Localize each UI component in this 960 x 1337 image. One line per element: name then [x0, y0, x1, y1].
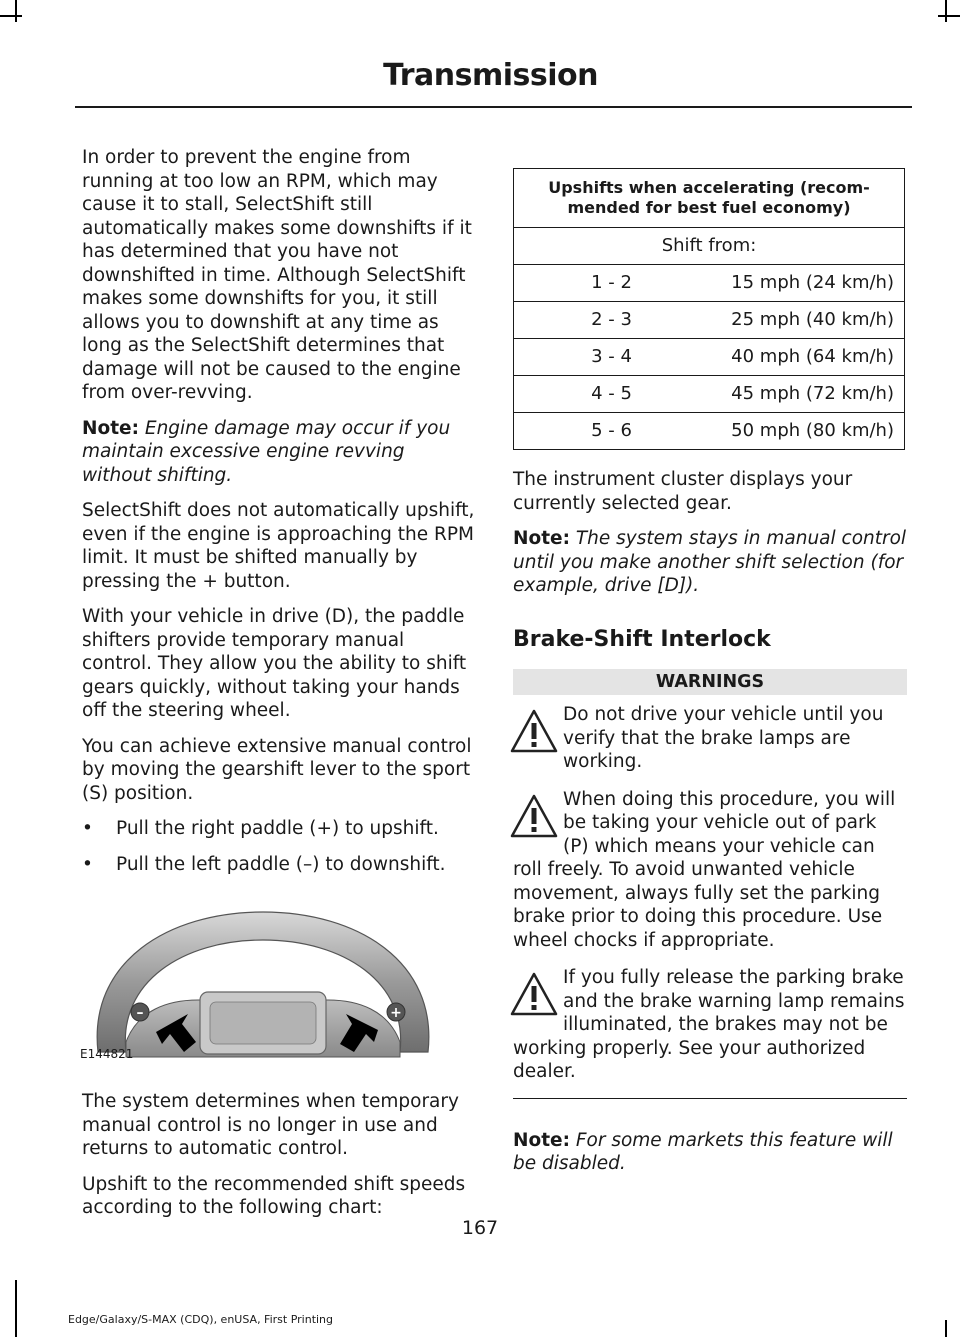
note [513, 527, 907, 598]
list-item-text: Pull the left paddle (–) to downshift. [116, 853, 446, 875]
paragraph: The instrument cluster displays your currently selected gear. [513, 469, 853, 514]
paragraph: You can achieve extensive manual control by moving the gearshift lever to the sport (S) position. [82, 735, 472, 804]
page-number: 167 [461, 1217, 499, 1239]
note [513, 1129, 907, 1176]
paragraph: SelectShift does not automatically upshift, even if the engine is approaching the RPM limit. It must be shifted manually by pressing the + button. [82, 500, 475, 592]
table-row [514, 265, 905, 302]
shift-from: 1 - 2 [514, 265, 710, 302]
minus-symbol: – [136, 1005, 144, 1021]
bullet-mark: • [82, 853, 93, 875]
crop-mark [15, 0, 17, 22]
crop-mark [938, 15, 960, 17]
page-title: Transmission [383, 58, 598, 93]
table-title: Upshifts when accelerating (recom-mended for best fuel economy) [514, 169, 905, 228]
note-label: Note: [513, 1129, 570, 1151]
shift-speed: 15 mph (24 km/h) [709, 265, 905, 302]
list-item-text: Pull the right paddle (+) to upshift. [116, 818, 439, 839]
shift-speed: 50 mph (80 km/h) [709, 413, 905, 450]
warning-item [513, 788, 907, 953]
shift-speed: 40 mph (64 km/h) [709, 339, 905, 376]
table-row [514, 376, 905, 413]
warning-triangle-icon [509, 970, 559, 1020]
crop-mark [15, 1280, 17, 1337]
note-text: The system stays in manual control until you make another shift selection (for example, drive [D]). [513, 528, 907, 596]
warning-triangle-icon [509, 707, 559, 757]
warning-triangle-icon [509, 792, 559, 842]
list-item [82, 817, 477, 841]
note-label: Note: [82, 417, 139, 439]
figure-code: E144821 [80, 1046, 134, 1061]
plus-symbol: + [390, 1005, 402, 1021]
steering-wheel-figure [78, 892, 448, 1072]
shift-from: 4 - 5 [514, 376, 710, 413]
bullet-list [82, 817, 477, 876]
note-text: Engine damage may occur if you maintain excessive engine revving without shifting. [82, 417, 451, 486]
shift-from: 2 - 3 [514, 302, 710, 339]
left-column [82, 146, 477, 1232]
table-row [514, 413, 905, 450]
warning-text: Do not drive your vehicle until you verify that the brake lamps are working. [563, 704, 884, 772]
note [82, 417, 477, 488]
list-item [82, 853, 477, 877]
shift-speed: 25 mph (40 km/h) [709, 302, 905, 339]
paragraph: In order to prevent the engine from running at too low an RPM, which may cause it to stall, SelectShift still automatically makes some downshifts if it has determined that you have not downshifted in time. Although SelectShift makes some downshifts for you, it still allows you to downshift at any time as long as the SelectShift determines that damage will not be caused to the engine from over-revving. [82, 147, 472, 403]
table-row [514, 339, 905, 376]
shift-speed: 45 mph (72 km/h) [709, 376, 905, 413]
paragraph: The system determines when temporary manual control is no longer in use and returns to automatic control. [82, 1091, 459, 1159]
crop-mark [0, 15, 22, 17]
note-label: Note: [513, 528, 570, 549]
header-rule [75, 106, 912, 108]
steering-wheel-illustration [78, 892, 448, 1072]
warnings-divider [513, 1098, 907, 1099]
paragraph: Upshift to the recommended shift speeds according to the following chart: [82, 1173, 466, 1218]
section-heading: Brake-Shift Interlock [513, 626, 771, 652]
warning-item [513, 703, 907, 774]
warning-text: When doing this procedure, you will be taking your vehicle out of park (P) which means your vehicle can roll freely. To avoid unwanted vehicle movement, always fully set the parking brake prior to doing this procedure. Use wheel chocks if appropriate. [513, 788, 896, 951]
table-subheader: Shift from: [514, 228, 905, 265]
shift-from: 5 - 6 [514, 413, 710, 450]
bullet-mark: • [82, 818, 93, 839]
paragraph: With your vehicle in drive (D), the paddle shifters provide temporary manual control. They allow you the ability to shift gears quickly, without taking your hands off the steering wheel. [82, 606, 467, 721]
warnings-header: WARNINGS [513, 669, 907, 695]
crop-mark [945, 1320, 947, 1337]
right-column [513, 146, 907, 1188]
crop-mark [945, 0, 947, 22]
footer-text: Edge/Galaxy/S-MAX (CDQ), enUSA, First Printing [68, 1313, 334, 1326]
warning-item [513, 966, 907, 1084]
table-row [514, 302, 905, 339]
warning-text: If you fully release the parking brake and the brake warning lamp remains illuminated, the brakes may not be working properly. See your authorized dealer. [513, 967, 905, 1082]
shift-from: 3 - 4 [514, 339, 710, 376]
note-text: For some markets this feature will be disabled. [513, 1129, 893, 1174]
upshift-table [513, 168, 905, 450]
